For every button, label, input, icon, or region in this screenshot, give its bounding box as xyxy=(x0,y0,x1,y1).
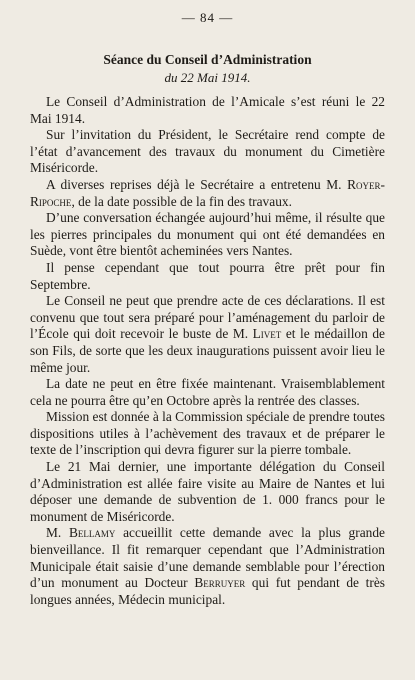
paragraph-text: Le Conseil ne peut que prendre acte de ces déclarations. Il est convenu que tout sera préparé pour l’aménagement du parloir de l’École qui doit recevoir le buste de M. xyxy=(30,293,385,342)
person-name: Royer-Ripoche xyxy=(30,176,385,209)
body-text xyxy=(30,94,385,608)
paragraph xyxy=(30,293,385,376)
paragraph-text: accueillit cette demande avec la plus grande bienveillance. Il fit remarquer cependant que l’Administration Municipale était saisie d’une demande semblable pour l’érection d’un monument au Docteur xyxy=(30,525,385,591)
page-number: — 84 — xyxy=(181,10,234,25)
person-name: Berruyer xyxy=(194,575,246,591)
paragraph-text: qui fut pendant de très longues années, Médecin municipal. xyxy=(30,575,385,607)
paragraph-text: A diverses reprises déjà le Secrétaire a entretenu M. xyxy=(46,176,348,192)
paragraph: Le Conseil d’Administration de l’Amicale s’est réuni le 22 Mai 1914. xyxy=(30,94,385,126)
person-name: Livet xyxy=(252,326,282,342)
paragraph xyxy=(30,525,385,608)
paragraph: Mission est donnée à la Commission spéciale de prendre toutes dispositions utiles à l’achèvement des travaux et de préparer le texte de l’inscription qui devra figurer sur la pierre tombale. xyxy=(30,409,385,458)
paragraph xyxy=(30,177,385,210)
paragraph: D’une conversation échangée aujourd’hui même, il résulte que les pierres principales du monument qui ont été demandées en Suède, vont être bientôt acheminées vers Nantes. xyxy=(30,210,385,259)
section-date: du 22 Mai 1914. xyxy=(164,70,251,85)
paragraph-text: et le médaillon de son Fils, de sorte que les deux inaugurations puissent avoir lieu le même jour. xyxy=(30,326,385,375)
paragraph: Il pense cependant que tout pourra être prêt pour fin Septembre. xyxy=(30,259,385,292)
paragraph-text: , de la date possible de la fin des travaux. xyxy=(71,193,292,209)
paragraph-text: M. xyxy=(46,525,69,541)
paragraph: Le 21 Mai dernier, une importante délégation du Conseil d’Administration est allée faire visite au Maire de Nantes et lui déposer une demande de subvention de 1. 000 francs pour le monument de Miséricorde. xyxy=(30,459,385,524)
person-name: Bellamy xyxy=(68,525,116,541)
section-title: Séance du Conseil d’Administration xyxy=(103,52,312,67)
paragraph: Sur l’invitation du Président, le Secrétaire rend compte de l’état d’avancement des travaux du monument du Cimetière Miséricorde. xyxy=(30,127,385,176)
paragraph: La date ne peut en être fixée maintenant. Vraisemblablement cela ne pourra être qu’en Octobre après la rentrée des classes. xyxy=(30,376,385,408)
